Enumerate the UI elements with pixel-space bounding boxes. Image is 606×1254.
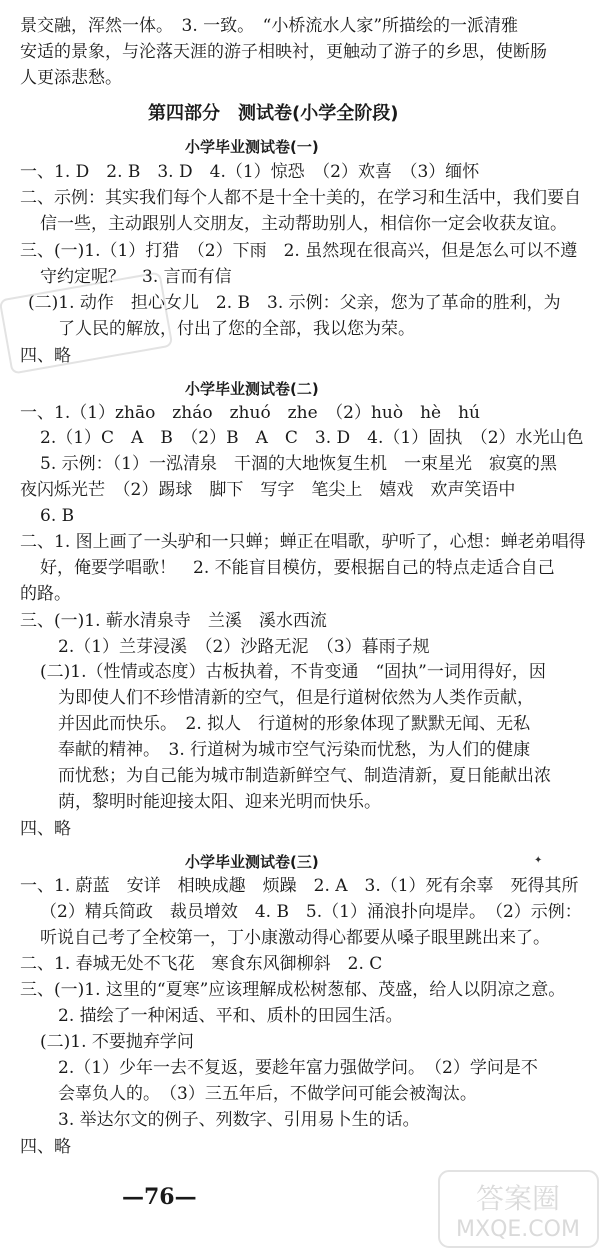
answer-line: 为即使人们不珍惜清新的空气，但是行道树依然为人类作贡献，: [58, 688, 534, 708]
test-heading: 小学毕业测试卷(三): [185, 853, 319, 871]
answer-line: 一、1. 蔚蓝 安详 相映成趣 烦躁 2. A 3.（1）死有余辜 死得其所: [20, 876, 579, 896]
answer-line: 三、(一)1. 这里的“夏寒”应该理解成松树葱郁、茂盛，给人以阴凉之意。: [20, 980, 566, 1000]
answer-line: 二、1. 春城无处不飞花 寒食东风御柳斜 2. C: [20, 954, 383, 974]
answer-line: (二)1.（性情或态度）古板执着，不肯变通 “固执”一词用得好，因: [40, 662, 546, 682]
watermark-logo: [436, 1168, 601, 1250]
answer-line: 安适的景象，与沦落天涯的游子相映衬，更触动了游子的乡思，使断肠: [20, 42, 547, 62]
answer-line: 一、1.（1）zhāo zháo zhuó zhe （2）huò hè hú: [20, 403, 480, 423]
test-heading: 小学毕业测试卷(一): [185, 138, 319, 156]
answer-line: 四、略: [20, 346, 71, 366]
answer-line: 三、(一)1.（1）打猎 （2）下雨 2. 虽然现在很高兴，但是怎么可以不遵: [20, 241, 578, 261]
answer-line: (二)1. 不要抛弃学问: [40, 1032, 194, 1052]
answer-line: 的路。: [20, 584, 71, 604]
svg-text:MXQE.COM: MXQE.COM: [456, 1217, 580, 1242]
answer-line: 信一些，主动跟别人交朋友，主动帮助别人，相信你一定会收获友谊。: [40, 214, 567, 234]
answer-line: 四、略: [20, 819, 71, 839]
answer-line: 而忧愁；为自己能为城市制造新鲜空气、制造清新，夏日能献出浓: [58, 766, 551, 786]
page-number: —76—: [122, 1184, 197, 1210]
answer-line: 荫，黎明时能迎接太阳、迎来光明而快乐。: [58, 792, 381, 812]
answer-line: 奉献的精神。 3. 行道树为城市空气污染而忧愁，为人们的健康: [58, 740, 531, 760]
answer-line: 会辜负人的。 （3）三五年后，不做学问可能会被淘汰。: [58, 1084, 477, 1104]
answer-line: 夜闪烁光芒 （2）踢球 脚下 写字 笔尖上 嬉戏 欢声笑语中: [20, 480, 516, 500]
answer-line: 2. 描绘了一种闲适、平和、质朴的田园生活。: [58, 1006, 403, 1026]
answer-line: 2.（1）少年一去不复返，要趁年富力强做学问。 （2）学问是不: [58, 1058, 538, 1078]
answer-line: 2.（1）兰芽浸溪 （2）沙路无泥 （3）暮雨子规: [58, 637, 430, 657]
answer-line: 一、1. D 2. B 3. D 4.（1）惊恐 （2）欢喜 （3）缅怀: [20, 162, 480, 182]
answer-line: 6. B: [40, 506, 75, 526]
answer-line: 2.（1）C A B （2）B A C 3. D 4.（1）固执 （2）水光山色: [40, 428, 584, 448]
ink-mark: ✦: [534, 855, 543, 866]
answer-line: 景交融，浑然一体。 3. 一致。 “小桥流水人家”所描绘的一派清雅: [20, 16, 519, 36]
answer-line: 好，俺要学唱歌！ 2. 不能盲目模仿，要根据自己的特点走适合自己: [40, 558, 555, 578]
test-heading: 小学毕业测试卷(二): [185, 380, 319, 398]
answer-line: 5. 示例：（1）一泓清泉 干涸的大地恢复生机 一束星光 寂寞的黑: [40, 454, 557, 474]
answer-line: （2）精兵简政 裁员增效 4. B 5.（1）涌浪扑向堤岸。 （2）示例：: [40, 902, 582, 922]
answer-line: 人更添悲愁。: [20, 68, 122, 88]
answer-line: 三、(一)1. 蕲水清泉寺 兰溪 溪水西流: [20, 611, 327, 631]
section-title: 第四部分 测试卷(小学全阶段): [148, 103, 399, 124]
answer-line: 了人民的解放，付出了您的全部，我以您为荣。: [58, 319, 415, 339]
answer-line: 二、示例：其实我们每个人都不是十全十美的，在学习和生活中，我们要自: [20, 188, 581, 208]
svg-text:答案圈: 答案圈: [475, 1182, 561, 1215]
answer-line: 听说自己考了全校第一，丁小康激动得心都要从嗓子眼里跳出来了。: [40, 928, 550, 948]
answer-line: 守约定呢？ 3. 言而有信: [40, 267, 232, 287]
answer-line: 并因此而快乐。 2. 拟人 行道树的形象体现了默默无闻、无私: [58, 714, 531, 734]
answer-line: 四、略: [20, 1137, 71, 1157]
answer-line: (二)1. 动作 担心女儿 2. B 3. 示例：父亲，您为了革命的胜利，为: [28, 293, 561, 313]
answer-line: 3. 举达尔文的例子、列数字、引用易卜生的话。: [58, 1110, 420, 1130]
answer-line: 二、1. 图上画了一头驴和一只蝉；蝉正在唱歌，驴听了，心想：蝉老弟唱得: [20, 532, 586, 552]
